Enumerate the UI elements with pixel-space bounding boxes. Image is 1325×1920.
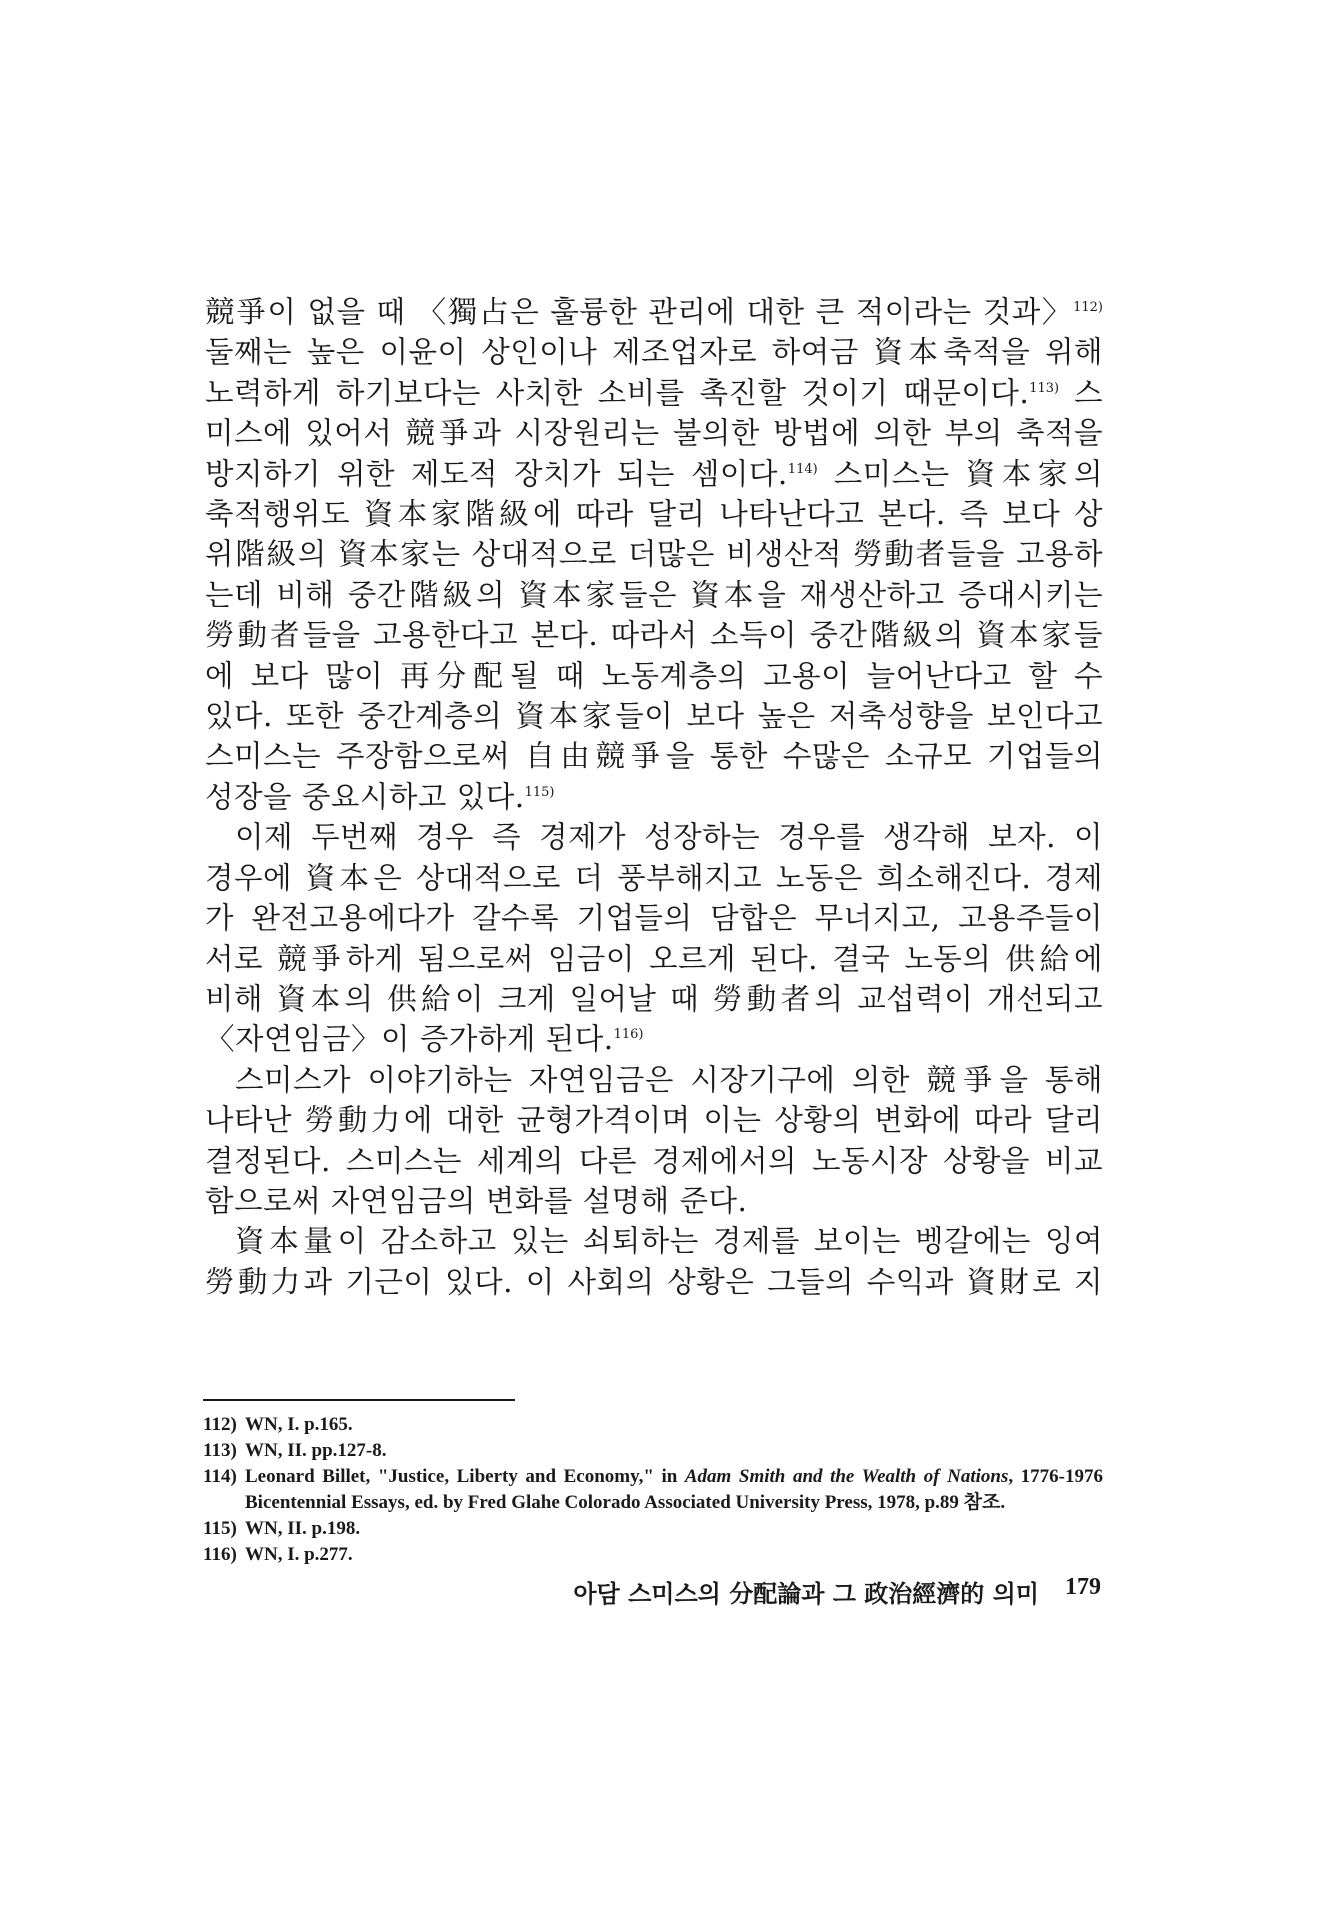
footnote-number: 115) xyxy=(203,1518,237,1539)
footnotes xyxy=(203,1412,1103,1568)
text-line: 비해 資本의 供給이 크게 일어날 때 勞動者의 교섭력이 개선되고 xyxy=(205,981,1103,1016)
footnote-text: WN, I. p.165. xyxy=(245,1414,353,1435)
text-line: 스미스가 이야기하는 자연임금은 시장기구에 의한 競爭을 통해 xyxy=(235,1062,1103,1097)
text-line: 가 완전고용에다가 갈수록 기업들의 담합은 무너지고, 고용주들이 xyxy=(205,901,1103,936)
footnote-ref: 114) xyxy=(787,461,818,477)
paragraph-2 xyxy=(205,817,1103,1059)
footnote-ref: 116) xyxy=(613,1027,644,1043)
footnote-number: 113) xyxy=(203,1440,237,1461)
running-footer xyxy=(479,1574,1101,1609)
text-line: 성장을 중요시하고 있다.$^{115)}$ xyxy=(205,779,555,814)
text-line: 함으로써 자연임금의 변화를 설명해 준다. xyxy=(205,1183,748,1218)
footnote xyxy=(203,1516,1103,1542)
footnote-number: 116) xyxy=(203,1544,237,1565)
text-line: 나타난 勞動力에 대한 균형가격이며 이는 상황의 변화에 따라 달리 xyxy=(205,1103,1103,1138)
text-line: 결정된다. 스미스는 세계의 다른 경제에서의 노동시장 상황을 비교 xyxy=(205,1143,1103,1178)
book-title: Adam Smith and the Wealth of Nations xyxy=(684,1466,1009,1487)
footnote-number: 112) xyxy=(203,1414,237,1435)
footnote-rule xyxy=(203,1399,515,1401)
footnote xyxy=(203,1464,1103,1516)
footnote-ref: 113) xyxy=(1029,380,1060,396)
text-line: 축적행위도 資本家階級에 따라 달리 나타난다고 본다. 즉 보다 상 xyxy=(205,497,1103,532)
footnote-text: WN, II. p.198. xyxy=(245,1518,361,1539)
footnote xyxy=(203,1542,1103,1568)
paragraph-4 xyxy=(205,1221,1103,1302)
text-line: 勞動者들을 고용한다고 본다. 따라서 소득이 중간階級의 資本家들 xyxy=(205,618,1103,653)
text-line: 資本量이 감소하고 있는 쇠퇴하는 경제를 보이는 벵갈에는 잉여 xyxy=(235,1224,1103,1259)
text-line: 경우에 資本은 상대적으로 더 풍부해지고 노동은 희소해진다. 경제 xyxy=(205,860,1103,895)
paragraph-3 xyxy=(205,1060,1103,1222)
text-line: 스미스는 주장함으로써 自由競爭을 통한 수많은 소규모 기업들의 xyxy=(205,739,1103,774)
running-title: 아담 스미스의 分配論과 그 政治經濟的 의미 xyxy=(573,1579,1039,1608)
text-line: 위階級의 資本家는 상대적으로 더많은 비생산적 勞動者들을 고용하 xyxy=(205,537,1103,572)
text-line: 노력하게 하기보다는 사치한 소비를 촉진할 것이기 때문이다.$^{113)}$ 스 xyxy=(205,375,1103,410)
footnote-number: 114) xyxy=(203,1466,237,1487)
text-line: 에 보다 많이 再分配될 때 노동계층의 고용이 늘어난다고 할 수 xyxy=(205,658,1103,693)
footnote xyxy=(203,1412,1103,1438)
page-number: 179 xyxy=(1065,1574,1101,1600)
footnote-text: Leonard Billet, "Justice, Liberty and Economy," in Adam Smith and the Wealth of Nations, 1776-1976 Bicentennial Essays, ed. by Fred Glahe Colorado Associated University Press, 1978, p.89 참조. xyxy=(245,1466,1103,1513)
text-line: 이제 두번째 경우 즉 경제가 성장하는 경우를 생각해 보자. 이 xyxy=(235,820,1103,855)
footnote-ref: 112) xyxy=(1073,300,1103,316)
text-line: 〈자연임금〉이 증가하게 된다.$^{116)}$ xyxy=(205,1022,644,1057)
text-line: 있다. 또한 중간계층의 資本家들이 보다 높은 저축성향을 보인다고 xyxy=(205,699,1103,734)
paragraph-1 xyxy=(205,292,1103,817)
text-line: 勞動力과 기근이 있다. 이 사회의 상황은 그들의 수익과 資財로 지 xyxy=(205,1264,1103,1299)
text-line: 는데 비해 중간階級의 資本家들은 資本을 재생산하고 증대시키는 xyxy=(205,577,1103,612)
text-line: 둘째는 높은 이윤이 상인이나 제조업자로 하여금 資本축적을 위해 xyxy=(205,335,1103,370)
footnote-text: WN, I. p.277. xyxy=(245,1544,353,1565)
text-line: 방지하기 위한 제도적 장치가 되는 셈이다.$^{114)}$ 스미스는 資本家의 xyxy=(205,456,1103,491)
footnote-text: WN, II. pp.127-8. xyxy=(245,1440,387,1461)
body-text xyxy=(205,292,1103,1302)
text-line: 競爭이 없을 때 〈獨占은 훌륭한 관리에 대한 큰 적이라는 것과〉$^{112)}$ xyxy=(205,295,1103,329)
text-line: 미스에 있어서 競爭과 시장원리는 불의한 방법에 의한 부의 축적을 xyxy=(205,416,1103,451)
footnote-ref: 115) xyxy=(524,785,555,801)
text-line: 서로 競爭하게 됨으로써 임금이 오르게 된다. 결국 노동의 供給에 xyxy=(205,941,1103,976)
footnote xyxy=(203,1438,1103,1464)
